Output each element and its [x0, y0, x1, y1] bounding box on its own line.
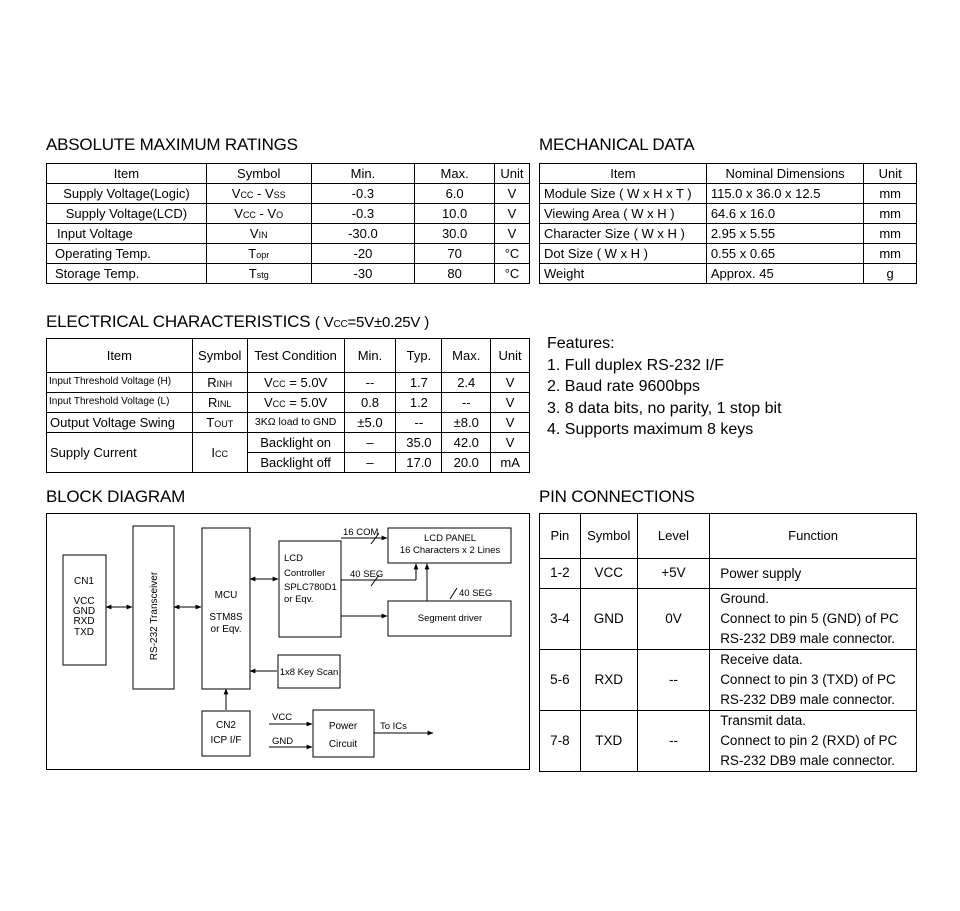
- min-cell: –: [344, 453, 396, 473]
- electrical-title: ELECTRICAL CHARACTERISTICS ( VCC=5V±0.25V ): [46, 312, 429, 331]
- table-row: [540, 559, 917, 589]
- unit-cell: mm: [864, 204, 917, 224]
- lcd-controller-label: or Eqv.: [284, 594, 314, 605]
- unit-cell: °C: [494, 264, 529, 284]
- header-cell: Item: [47, 339, 193, 373]
- table-header-row: [47, 339, 530, 373]
- power-circuit-label: Power: [328, 721, 358, 732]
- condition-cell: 3KΩ load to GND: [247, 413, 344, 433]
- item-cell: Viewing Area ( W x H ): [540, 204, 707, 224]
- function-cell: Ground. Connect to pin 5 (GND) of PC RS-232 DB9 male connector.: [710, 589, 917, 650]
- header-cell: Item: [47, 164, 207, 184]
- unit-cell: V: [494, 204, 529, 224]
- symbol-cell: VCC - VO: [206, 204, 311, 224]
- pin-connections-table: [539, 513, 917, 772]
- condition-cell: VCC = 5.0V: [247, 393, 344, 413]
- table-row: [47, 413, 530, 433]
- bus-label-seg: 40 SEG: [459, 588, 493, 599]
- level-cell: --: [637, 650, 709, 711]
- block-diagram-title: BLOCK DIAGRAM: [46, 487, 186, 506]
- cn2-label: CN2: [215, 720, 237, 731]
- min-cell: -0.3: [311, 184, 415, 204]
- item-cell: Input Voltage: [47, 224, 207, 244]
- unit-cell: g: [864, 264, 917, 284]
- max-cell: 30.0: [415, 224, 495, 244]
- condition-cell: Backlight on: [247, 433, 344, 453]
- min-cell: -30: [311, 264, 415, 284]
- item-cell: Output Voltage Swing: [47, 413, 193, 433]
- gnd-label: GND: [272, 736, 294, 747]
- symbol-cell: RXD: [580, 650, 637, 711]
- unit-cell: mA: [491, 453, 530, 473]
- cn1-pin-label: VCC: [73, 596, 95, 607]
- absolute-max-title: ABSOLUTE MAXIMUM RATINGS: [46, 135, 298, 154]
- max-cell: ±8.0: [442, 413, 491, 433]
- symbol-cell: GND: [580, 589, 637, 650]
- table-row: [47, 373, 530, 393]
- symbol-cell: RINL: [192, 393, 247, 413]
- min-cell: 0.8: [344, 393, 396, 413]
- symbol-cell: ICC: [192, 433, 247, 473]
- typ-cell: 1.2: [396, 393, 442, 413]
- max-cell: 20.0: [442, 453, 491, 473]
- min-cell: -0.3: [311, 204, 415, 224]
- unit-cell: V: [491, 413, 530, 433]
- pin-cell: 7-8: [540, 711, 581, 772]
- max-cell: 2.4: [442, 373, 491, 393]
- item-cell: Input Threshold Voltage (H): [47, 373, 193, 393]
- item-cell: Supply Voltage(Logic): [47, 184, 207, 204]
- header-cell: Symbol: [580, 514, 637, 559]
- header-cell: Max.: [415, 164, 495, 184]
- function-cell: Transmit data. Connect to pin 2 (RXD) of PC RS-232 DB9 male connector.: [710, 711, 917, 772]
- min-cell: -20: [311, 244, 415, 264]
- header-cell: Test Condition: [247, 339, 344, 373]
- item-cell: Module Size ( W x H x T ): [540, 184, 707, 204]
- symbol-cell: VCC - VSS: [206, 184, 311, 204]
- table-row: [540, 244, 917, 264]
- header-cell: Min.: [344, 339, 396, 373]
- vcc-label: VCC: [272, 712, 293, 723]
- lcd-controller-label: Controller: [284, 568, 326, 579]
- cn2-label: ICP I/F: [210, 735, 242, 746]
- max-cell: 70: [415, 244, 495, 264]
- value-cell: 2.95 x 5.55: [706, 224, 864, 244]
- typ-cell: 35.0: [396, 433, 442, 453]
- feature-item: 1. Full duplex RS-232 I/F: [547, 356, 724, 374]
- table-row: [47, 393, 530, 413]
- table-row: [47, 224, 530, 244]
- mcu-chip-label: STM8S: [209, 612, 243, 623]
- unit-cell: V: [491, 433, 530, 453]
- header-cell: Function: [710, 514, 917, 559]
- header-cell: Level: [637, 514, 709, 559]
- pin-cell: 5-6: [540, 650, 581, 711]
- header-cell: Typ.: [396, 339, 442, 373]
- min-cell: -30.0: [311, 224, 415, 244]
- header-cell: Min.: [311, 164, 415, 184]
- lcd-controller-label: LCD: [284, 553, 304, 564]
- header-cell: Max.: [442, 339, 491, 373]
- feature-item: 3. 8 data bits, no parity, 1 stop bit: [547, 399, 782, 417]
- header-cell: Unit: [491, 339, 530, 373]
- feature-item: 2. Baud rate 9600bps: [547, 378, 701, 395]
- max-cell: 10.0: [415, 204, 495, 224]
- lcd-panel-label: 16 Characters x 2 Lines: [399, 545, 501, 556]
- header-cell: Unit: [864, 164, 917, 184]
- header-cell: Nominal Dimensions: [706, 164, 864, 184]
- symbol-cell: VCC: [580, 559, 637, 589]
- function-cell: Power supply: [710, 559, 917, 589]
- header-cell: Item: [540, 164, 707, 184]
- table-row: [540, 711, 917, 772]
- unit-cell: mm: [864, 184, 917, 204]
- unit-cell: V: [491, 393, 530, 413]
- bus-label-com: 16 COM: [343, 527, 379, 538]
- condition-cell: Backlight off: [247, 453, 344, 473]
- min-cell: --: [344, 373, 396, 393]
- symbol-cell: Topr: [206, 244, 311, 264]
- value-cell: 64.6 x 16.0: [706, 204, 864, 224]
- features-list: [547, 333, 782, 441]
- cn1-pin-label: TXD: [74, 627, 94, 638]
- item-cell: Weight: [540, 264, 707, 284]
- pin-connections-title: PIN CONNECTIONS: [539, 487, 695, 506]
- header-cell: Pin: [540, 514, 581, 559]
- table-row: [47, 244, 530, 264]
- absolute-max-table: [46, 163, 530, 284]
- max-cell: 80: [415, 264, 495, 284]
- value-cell: Approx. 45: [706, 264, 864, 284]
- mechanical-title: MECHANICAL DATA: [539, 135, 695, 154]
- condition-cell: VCC = 5.0V: [247, 373, 344, 393]
- symbol-cell: RINH: [192, 373, 247, 393]
- unit-cell: mm: [864, 224, 917, 244]
- table-header-row: [540, 514, 917, 559]
- item-cell: Input Threshold Voltage (L): [47, 393, 193, 413]
- transceiver-label: RS-232 Transceiver: [149, 571, 160, 661]
- cn1-pin-label: RXD: [73, 616, 95, 627]
- header-cell: Unit: [494, 164, 529, 184]
- table-row: [540, 650, 917, 711]
- unit-cell: mm: [864, 244, 917, 264]
- bus-label-seg: 40 SEG: [350, 569, 384, 580]
- min-cell: –: [344, 433, 396, 453]
- level-cell: 0V: [637, 589, 709, 650]
- cn1-label: CN1: [73, 576, 95, 587]
- max-cell: --: [442, 393, 491, 413]
- symbol-cell: Tstg: [206, 264, 311, 284]
- mcu-label: MCU: [214, 590, 238, 601]
- max-cell: 6.0: [415, 184, 495, 204]
- table-row: [47, 184, 530, 204]
- min-cell: ±5.0: [344, 413, 396, 433]
- table-row: [47, 204, 530, 224]
- unit-cell: V: [491, 373, 530, 393]
- table-row: [540, 224, 917, 244]
- header-cell: Symbol: [206, 164, 311, 184]
- pin-cell: 3-4: [540, 589, 581, 650]
- power-circuit-label: Circuit: [328, 739, 358, 750]
- feature-item: 4. Supports maximum 8 keys: [547, 421, 754, 438]
- table-row: [47, 264, 530, 284]
- block-diagram: [46, 513, 530, 770]
- mechanical-table: [539, 163, 917, 284]
- item-cell: Supply Current: [47, 433, 193, 473]
- symbol-cell: TXD: [580, 711, 637, 772]
- table-row: [47, 433, 530, 453]
- table-row: [540, 184, 917, 204]
- unit-cell: V: [494, 184, 529, 204]
- features-title: Features:: [547, 335, 615, 352]
- level-cell: --: [637, 711, 709, 772]
- symbol-cell: VIN: [206, 224, 311, 244]
- cn1-pin-label: GND: [72, 606, 96, 617]
- item-cell: Operating Temp.: [47, 244, 207, 264]
- item-cell: Supply Voltage(LCD): [47, 204, 207, 224]
- typ-cell: 17.0: [396, 453, 442, 473]
- table-header-row: [540, 164, 917, 184]
- unit-cell: °C: [494, 244, 529, 264]
- segment-driver-label: Segment driver: [417, 613, 483, 624]
- max-cell: 42.0: [442, 433, 491, 453]
- header-cell: Symbol: [192, 339, 247, 373]
- value-cell: 115.0 x 36.0 x 12.5: [706, 184, 864, 204]
- electrical-table: [46, 338, 530, 473]
- pin-cell: 1-2: [540, 559, 581, 589]
- item-cell: Character Size ( W x H ): [540, 224, 707, 244]
- lcd-panel-label: LCD PANEL: [423, 533, 477, 544]
- to-ics-label: To ICs: [380, 721, 407, 732]
- table-row: [540, 204, 917, 224]
- table-header-row: [47, 164, 530, 184]
- unit-cell: V: [494, 224, 529, 244]
- lcd-controller-label: SPLC780D1: [284, 582, 337, 593]
- level-cell: +5V: [637, 559, 709, 589]
- symbol-cell: TOUT: [192, 413, 247, 433]
- typ-cell: 1.7: [396, 373, 442, 393]
- mcu-alt-label: or Eqv.: [210, 624, 242, 635]
- item-cell: Storage Temp.: [47, 264, 207, 284]
- key-scan-label: 1x8 Key Scan: [279, 667, 339, 678]
- typ-cell: --: [396, 413, 442, 433]
- table-row: [540, 264, 917, 284]
- table-row: [540, 589, 917, 650]
- value-cell: 0.55 x 0.65: [706, 244, 864, 264]
- function-cell: Receive data. Connect to pin 3 (TXD) of PC RS-232 DB9 male connector.: [710, 650, 917, 711]
- item-cell: Dot Size ( W x H ): [540, 244, 707, 264]
